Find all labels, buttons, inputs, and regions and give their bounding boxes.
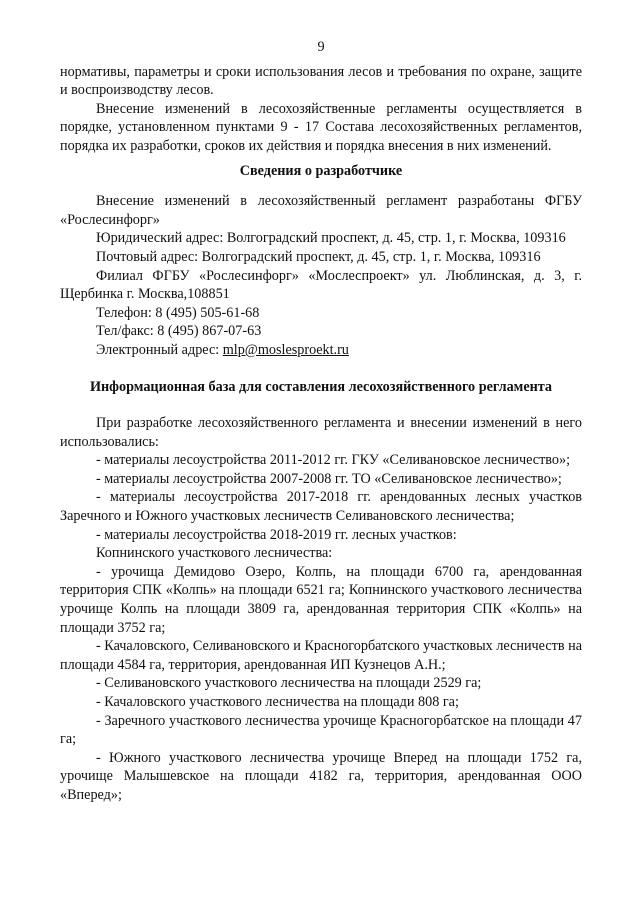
branch-address: Филиал ФГБУ «Рослесинфорг» «Мослеспроект» ул. Люблинская, д. 3, г. Щербинка г. Москва,108851 — [60, 267, 582, 303]
list-item: - Качаловского, Селивановского и Красногорбатского участковых лесничеств на площади 4584 га, территория, арендованная ИП Кузнецов А.Н.; — [60, 638, 582, 673]
phone: Телефон: 8 (495) 505-61-68 — [96, 304, 260, 321]
email-link[interactable]: mlp@moslesproekt.ru — [222, 341, 349, 358]
info-base-intro: При разработке лесохозяйственного регламента и внесении изменений в него использовались: — [60, 415, 582, 450]
email-line — [60, 341, 582, 360]
list-item: - материалы лесоустройства 2011-2012 гг. ГКУ «Селивановское лесничество»; — [96, 452, 571, 469]
legal-address: Юридический адрес: Волгоградский проспект, д. 45, стр. 1, г. Москва, 109316 — [96, 230, 566, 247]
list-item: - Селивановского участкового лесничества на площади 2529 га; — [96, 675, 482, 692]
list-item: - материалы лесоустройства 2018-2019 гг. лесных участков: — [96, 526, 457, 543]
fax: Тел/факс: 8 (495) 867-07-63 — [96, 323, 262, 340]
list-item: - материалы лесоустройства 2007-2008 гг. ТО «Селивановское лесничество»; — [96, 470, 562, 487]
list-item: - материалы лесоустройства 2017-2018 гг. арендованных лесных участков Заречного и Южного участковых лесничеств Селивановского лесничества; — [60, 489, 582, 525]
list-item: - Заречного участкового лесничества урочище Красногорбатское на площади 47 га; — [60, 712, 582, 748]
intro-paragraph-1: нормативы, параметры и сроки использования лесов и требования по охране, защите и воспроизводству лесов. — [60, 63, 582, 99]
list-item: - Южного участкового лесничества урочище Вперед на площади 1752 га, урочище Малышевское на площади 4182 га, территория, арендованная ООО «Вперед»; — [60, 749, 582, 803]
list-item: Копнинского участкового лесничества: — [96, 545, 333, 562]
developer-heading: Сведения о разработчике — [239, 162, 403, 179]
page-number: 9 — [317, 39, 325, 55]
intro-paragraph-2: Внесение изменений в лесохозяйственные регламенты осуществляется в порядке, установленном пунктами 9 - 17 Состава лесохозяйственных регламентов, порядка их разработки, сроков их действия и порядка внесения в них изменений. — [60, 100, 582, 154]
postal-address: Почтовый адрес: Волгоградский проспект, д. 45, стр. 1, г. Москва, 109316 — [96, 248, 541, 265]
list-item: - урочища Демидово Озеро, Колпь, на площади 6700 га, арендованная территория СПК «Колпь» на площади 6521 га; Копнинского участкового лесничества урочище Колпь на площади 3809 га, арендованная территория СПК «Колпь» на площади 3752 га; — [60, 563, 582, 636]
list-item: - Качаловского участкового лесничества на площади 808 га; — [96, 694, 459, 710]
email-label: Электронный адрес: — [96, 341, 223, 358]
developer-intro: Внесение изменений в лесохозяйственный регламент разработаны ФГБУ «Рослесинфорг» — [60, 193, 582, 228]
info-base-heading: Информационная база для составления лесохозяйственного регламента — [89, 378, 553, 395]
